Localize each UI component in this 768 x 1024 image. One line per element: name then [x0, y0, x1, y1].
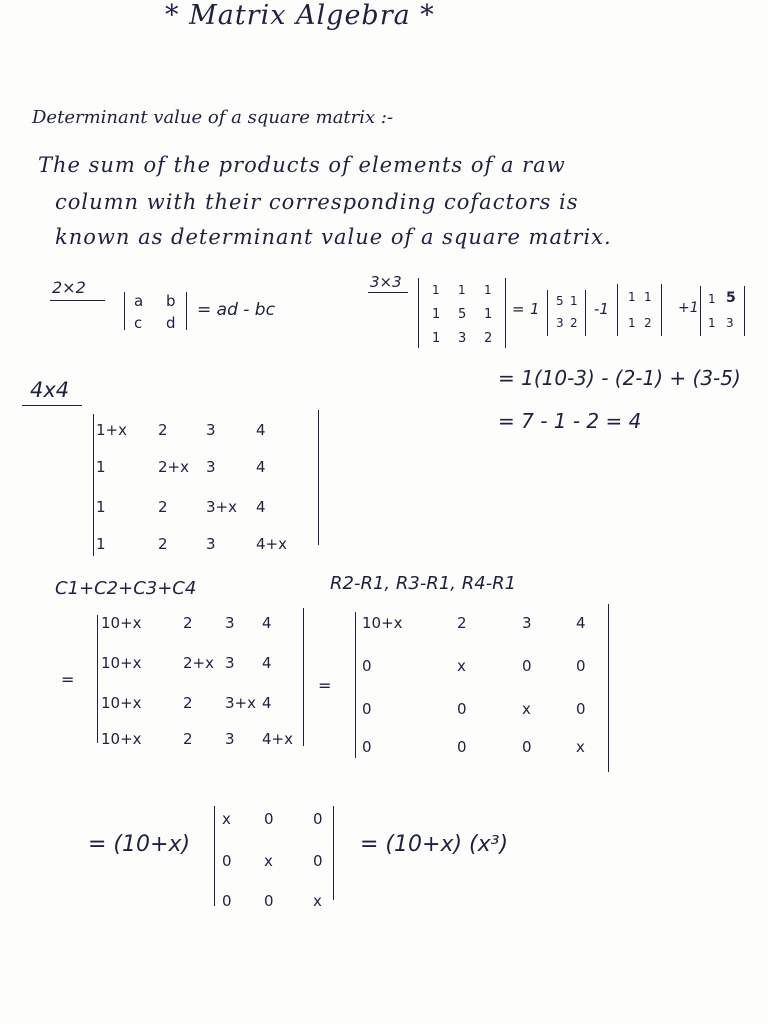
matrix-cell: 2: [158, 535, 168, 553]
matrix-cell: 10+x: [101, 694, 142, 712]
matrix-cell: 4: [262, 614, 272, 632]
matrix-cell: 3: [225, 730, 235, 748]
matrix-cell: 0: [362, 700, 372, 718]
underline: [50, 300, 105, 301]
matrix-cell: 4: [256, 421, 266, 439]
matrix-cell: 4: [256, 458, 266, 476]
step-2: = 7 - 1 - 2 = 4: [498, 409, 642, 433]
final-result: = (10+x) (x³): [360, 832, 509, 857]
example-4x4-label: 4x4: [30, 378, 70, 402]
det-bar-right: [186, 292, 187, 330]
cell: 2: [484, 331, 493, 346]
cell: 1: [644, 290, 652, 304]
matrix-cell: 4+x: [256, 535, 287, 553]
matrix-cell: 4+x: [262, 730, 293, 748]
equals-sign: =: [512, 300, 525, 318]
matrix-cell: 0: [522, 657, 532, 675]
matrix-cell: 0: [313, 810, 323, 828]
det-bar-left: [93, 414, 94, 556]
matrix-cell: 3: [206, 458, 216, 476]
equals-sign: =: [318, 676, 332, 695]
cell: 1: [432, 283, 440, 297]
cell: 2: [570, 316, 578, 330]
cell: 1: [708, 316, 716, 330]
matrix-cell: 2: [183, 614, 193, 632]
cofactor-coef: 1: [530, 300, 540, 318]
det-bar-right: [333, 806, 334, 900]
matrix-cell: 2: [183, 694, 193, 712]
cell: c: [134, 314, 143, 332]
row-operation: R2-R1, R3-R1, R4-R1: [330, 573, 517, 594]
cell: 1: [570, 294, 578, 308]
definition-line-3: known as determinant value of a square matrix.: [55, 225, 612, 249]
matrix-cell: x: [576, 738, 585, 756]
matrix-cell: 0: [576, 700, 586, 718]
matrix-cell: 0: [264, 810, 274, 828]
cell: 3: [556, 316, 564, 330]
det-bar-left: [214, 806, 215, 906]
equals-sign: =: [61, 670, 75, 689]
column-operation: C1+C2+C3+C4: [55, 578, 197, 599]
section-heading: Determinant value of a square matrix :-: [32, 107, 394, 128]
matrix-cell: 1: [96, 535, 106, 553]
matrix-cell: 3: [522, 614, 532, 632]
page-title: * Matrix Algebra *: [165, 0, 435, 31]
result-2x2: = ad - bc: [197, 300, 275, 320]
det-bar-right: [744, 286, 745, 336]
cell: 1: [484, 307, 493, 322]
matrix-cell: 10+x: [101, 614, 142, 632]
cell: 5: [458, 307, 467, 322]
matrix-cell: 4: [256, 498, 266, 516]
det-bar-right: [608, 604, 609, 772]
cell: 1: [432, 331, 441, 346]
matrix-cell: 2: [183, 730, 193, 748]
cell: 1: [458, 283, 466, 297]
cell: a: [134, 292, 144, 310]
matrix-cell: x: [522, 700, 531, 718]
matrix-cell: 10+x: [101, 654, 142, 672]
underline: [368, 292, 408, 293]
matrix-cell: 4: [262, 694, 272, 712]
matrix-cell: 0: [362, 738, 372, 756]
cell: 5: [726, 290, 736, 306]
cofactor-coef: +1: [678, 300, 699, 316]
matrix-cell: x: [222, 810, 231, 828]
definition-line-1: The sum of the products of elements of a raw: [38, 153, 566, 177]
cell: 1: [628, 316, 636, 330]
cell: 1: [708, 292, 716, 306]
det-bar-right: [505, 278, 506, 348]
det-bar-right: [303, 608, 304, 746]
matrix-cell: 4: [576, 614, 586, 632]
matrix-cell: 4: [262, 654, 272, 672]
cell: b: [166, 292, 176, 310]
matrix-cell: 0: [576, 657, 586, 675]
cell: 1: [628, 290, 636, 304]
matrix-cell: 0: [522, 738, 532, 756]
underline: [22, 405, 82, 406]
cell: 3: [458, 331, 467, 346]
det-bar-right: [318, 410, 319, 545]
matrix-cell: 3: [206, 535, 216, 553]
det-bar-right: [585, 290, 586, 336]
matrix-cell: 3+x: [206, 498, 237, 516]
example-2x2-label: 2×2: [52, 278, 86, 297]
matrix-cell: 2: [457, 614, 467, 632]
det-bar-left: [124, 292, 125, 330]
matrix-cell: 3: [206, 421, 216, 439]
matrix-cell: 0: [264, 892, 274, 910]
matrix-cell: 2: [158, 421, 168, 439]
final-prefix: = (10+x): [88, 832, 191, 857]
det-bar-right: [661, 284, 662, 336]
cell: d: [166, 314, 176, 332]
matrix-cell: 2+x: [158, 458, 189, 476]
det-bar-left: [547, 290, 548, 336]
det-bar-left: [617, 284, 618, 336]
det-bar-left: [97, 615, 98, 743]
example-3x3-label: 3×3: [370, 273, 402, 291]
matrix-cell: 2: [158, 498, 168, 516]
cell: 2: [644, 316, 652, 330]
matrix-cell: x: [313, 892, 322, 910]
matrix-cell: 0: [457, 700, 467, 718]
cell: 3: [726, 316, 734, 330]
cell: 1: [484, 283, 492, 297]
matrix-cell: x: [457, 657, 466, 675]
cell: 5: [556, 294, 564, 308]
cell: 1: [432, 307, 441, 322]
matrix-cell: x: [264, 852, 273, 870]
det-bar-left: [700, 286, 701, 336]
cofactor-coef: -1: [594, 300, 609, 318]
matrix-cell: 3+x: [225, 694, 256, 712]
matrix-cell: 10+x: [101, 730, 142, 748]
step-1: = 1(10-3) - (2-1) + (3-5): [498, 366, 741, 390]
det-bar-left: [355, 612, 356, 758]
det-bar-left: [418, 278, 419, 348]
matrix-cell: 0: [222, 892, 232, 910]
matrix-cell: 2+x: [183, 654, 214, 672]
matrix-cell: 3: [225, 614, 235, 632]
matrix-cell: 0: [362, 657, 372, 675]
matrix-cell: 1+x: [96, 421, 127, 439]
matrix-cell: 0: [457, 738, 467, 756]
matrix-cell: 0: [313, 852, 323, 870]
matrix-cell: 10+x: [362, 614, 403, 632]
matrix-cell: 1: [96, 498, 106, 516]
definition-line-2: column with their corresponding cofactors is: [55, 190, 579, 214]
matrix-cell: 1: [96, 458, 106, 476]
matrix-cell: 0: [222, 852, 232, 870]
matrix-cell: 3: [225, 654, 235, 672]
